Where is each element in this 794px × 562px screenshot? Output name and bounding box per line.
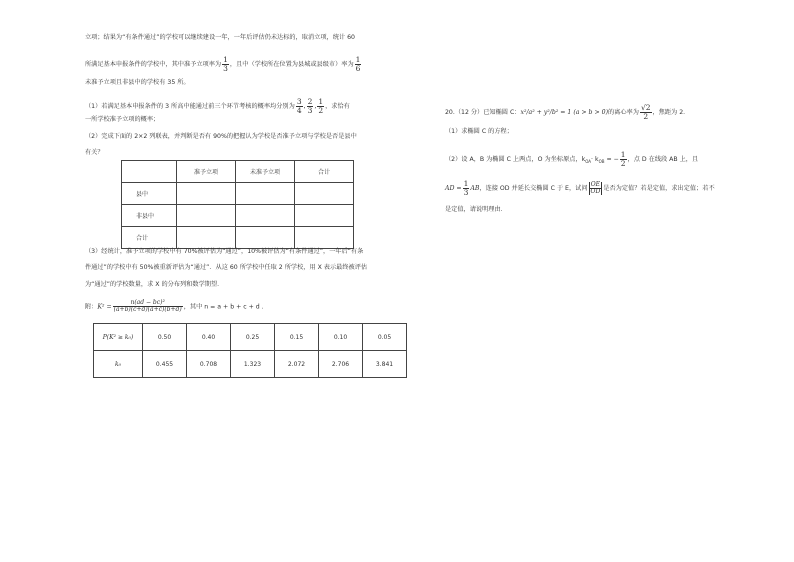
text-segment: （1）若满足基本申报条件的 3 所高中能通过前三个环节考核的概率均分别为: [85, 103, 295, 110]
table-row-label: 非县中: [122, 205, 177, 227]
fraction-prob-1: $\frac{3}{4}$: [296, 97, 302, 115]
table-cell: 2.706: [319, 351, 363, 378]
fraction-one-sixth: $\frac{1}{6}$: [355, 55, 361, 73]
q3-line-1: （3）经统计，准予立项的学校中有 70%被评估为“通过”，10%被评估为“有条件通过”，一年后“有条: [85, 248, 364, 255]
text-segment: ，求恰有: [325, 103, 350, 110]
table-row: [122, 205, 354, 227]
eccentricity-fraction: $\frac{√2}{2}$: [640, 103, 651, 121]
text-segment: = −: [604, 156, 619, 163]
text-segment: 是否为定值？若是定值，求出定值；若不: [603, 185, 715, 192]
formula-tail: ，其中 n = a + b + c + d ．: [183, 303, 268, 311]
ratio-oe-od: $\frac{OE}{OD}$: [590, 180, 601, 195]
text-segment: 的离心率为: [608, 109, 639, 116]
table-cell: 0.50: [143, 324, 187, 351]
table-header-cell: 准予立项: [177, 161, 236, 183]
table-cell: [295, 205, 354, 227]
table-cell: [177, 183, 236, 205]
formula-line: [85, 300, 268, 313]
contingency-table: [121, 160, 354, 249]
table-header-cell: 未准予立项: [236, 161, 295, 183]
text-segment: ，点 D 在线段 AB 上，且: [627, 156, 699, 163]
fraction-one-third: $\frac{1}{3}$: [223, 55, 228, 73]
table-cell: 0.40: [187, 324, 231, 351]
text-segment: （2）设 A，B 为椭圆 C 上两点，O 为坐标原点，k: [445, 156, 586, 163]
text-segment: ，焦距为 2．: [652, 109, 690, 116]
table-cell: [295, 183, 354, 205]
table-row-label: 县中: [122, 183, 177, 205]
text-segment: 20.（12 分）已知椭圆 C：: [445, 109, 521, 116]
table-row: [94, 324, 407, 351]
fraction-prob-3: $\frac{1}{2}$: [318, 97, 324, 115]
formula-label: 附：: [85, 303, 98, 311]
q3-line-3: 为“通过”的学校数量，求 X 的分布列和数学期望．: [85, 281, 224, 288]
left-para-line-2: [85, 56, 362, 72]
table-cell: 0.455: [143, 351, 187, 378]
table-cell: [177, 205, 236, 227]
table-row-label: P(K² ≥ k₀): [94, 324, 143, 351]
q2-line-2: 有关？: [85, 149, 104, 156]
critical-value-table: [93, 323, 407, 378]
chi-square-formula: $\frac{\text{n(ad − bc)²}}{(a+b)(c+d)(a+c)(b+d)}$: [113, 299, 182, 313]
q2-line-1: （2）完成下面的 2×2 列联表，并判断是否有 90%的把握认为学校是否准予立项与学校是否是县中: [85, 133, 357, 140]
table-cell: 0.10: [319, 324, 363, 351]
slope-product-fraction: $\frac{1}{2}$: [620, 150, 626, 168]
table-cell: [295, 227, 354, 249]
q3-line-2: 件通过”的学校中有 50%被重新评估为“通过”．从这 60 所学校中任取 2 所学校，用 X 表示最终被评估: [85, 264, 368, 271]
text-segment: ，连接 OD 并延长交椭圆 C 于 E，试问: [479, 185, 588, 192]
table-cell: [122, 161, 177, 183]
text-segment: · k: [591, 156, 599, 163]
q20-sub-2-last: 是定值，请说明理由．: [445, 206, 507, 213]
table-header-cell: 合计: [295, 161, 354, 183]
ellipse-equation: x²/a² + y²/b² = 1 (a > b > 0): [520, 109, 608, 116]
q20-sub-2-cont: [445, 180, 715, 196]
table-row: [94, 351, 407, 378]
table-cell: 3.841: [363, 351, 407, 378]
table-cell: [236, 183, 295, 205]
q1-line-1: （1）若满足基本申报条件的 3 所高中能通过前三个环节考核的概率均分别为 $\frac{3}{4}$ , $\frac{2}{3}$ , $\frac{1}{2}$ ，求恰有: [85, 97, 350, 115]
q20-sub-1: （1）求椭圆 C 的方程；: [445, 128, 513, 135]
left-para-line-3: 未准予立项且非县中的学校有 35 所。: [85, 79, 190, 86]
table-cell: 2.072: [275, 351, 319, 378]
fraction-prob-2: $\frac{2}{3}$: [307, 97, 313, 115]
table-cell: 0.25: [231, 324, 275, 351]
q1-line-2: 一所学校准予立项的概率；: [85, 116, 160, 123]
fraction-one-third-vector: $\frac{1}{3}$: [463, 179, 469, 197]
table-cell: [177, 227, 236, 249]
table-row: [122, 183, 354, 205]
table-cell: [236, 205, 295, 227]
q20-line-1: [445, 104, 689, 120]
vector-ad: AD =: [445, 185, 462, 192]
table-cell: 0.05: [363, 324, 407, 351]
table-row-label: 合计: [122, 227, 177, 249]
table-row: [122, 227, 354, 249]
text-segment: ，且中（学校所在位置为县城或县级市）率为: [229, 61, 354, 68]
left-para-line-1: 立项；结果为“有条件通过”的学校可以继续建设一年，一年后评估仍未达标的，取消立项，统计 60: [85, 34, 355, 41]
vector-ab: AB: [470, 185, 480, 192]
table-cell: [236, 227, 295, 249]
q20-sub-2: （2）设 A，B 为椭圆 C 上两点，O 为坐标原点，$k_{OA}\cdot k_{OB}$ = − $\frac{1}{2}$ ，点 D 在线段 AB 上，且: [445, 150, 699, 168]
table-cell: 0.708: [187, 351, 231, 378]
table-cell: 0.15: [275, 324, 319, 351]
formula-lhs: K² =: [97, 303, 112, 311]
table-row-label: k₀: [94, 351, 143, 378]
text-segment: 所满足基本申报条件的学校中，其中准予立项率为: [85, 61, 222, 68]
table-row: [122, 161, 354, 183]
table-cell: 1.323: [231, 351, 275, 378]
